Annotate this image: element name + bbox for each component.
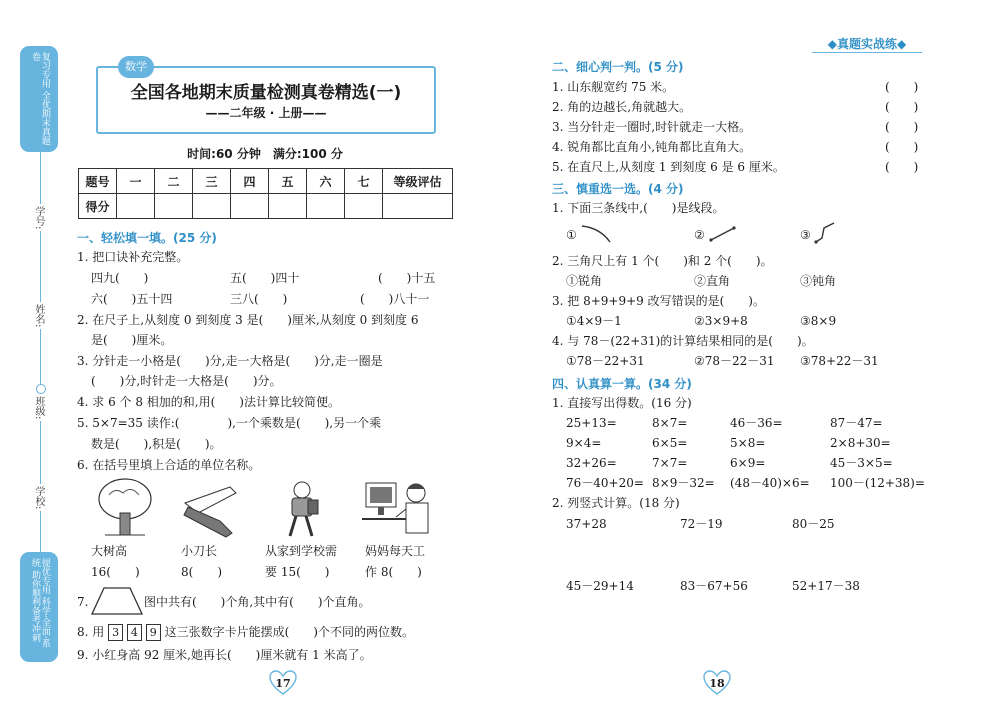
tree-picture (95, 477, 155, 539)
calc-item[interactable]: 45－3×5= (830, 456, 893, 470)
judge-answer-blank[interactable]: ( ) (885, 80, 919, 94)
broken-line-figure (814, 220, 838, 246)
question-text: 3. 把 8+9+9+9 改写错误的是( )。 (552, 294, 765, 308)
calc-item[interactable]: 7×7= (652, 456, 688, 470)
question-text: 4. 与 78－(22+31)的计算结果相同的是( )。 (552, 334, 814, 348)
binding-sidebar (14, 44, 62, 664)
question-text: 是( )厘米。 (91, 333, 173, 347)
calc-item[interactable]: (48－40)×6= (730, 476, 810, 490)
vertical-calc-item[interactable]: 80－25 (792, 517, 835, 531)
grade-subtitle: ——二年级 · 上册—— (205, 106, 327, 120)
vertical-calc-item[interactable]: 72－19 (680, 517, 723, 531)
vertical-calc-item[interactable]: 37+28 (566, 517, 607, 531)
question-text: 1. 下面三条线中,( )是线段。 (552, 201, 725, 215)
question-text: ( )八十一 (360, 292, 430, 306)
section-banner: ◆真题实战练◆ (812, 35, 922, 53)
score-input[interactable] (231, 194, 269, 219)
answer-blank[interactable]: 16( ) (91, 565, 140, 579)
option-label[interactable]: ②直角 (694, 274, 731, 288)
judge-answer-blank[interactable]: ( ) (885, 120, 919, 134)
answer-blank[interactable]: 作 8( ) (365, 565, 422, 579)
table-cell: 一 (117, 169, 155, 194)
page-number: 17 (275, 677, 291, 690)
question-text: 三八( ) (230, 292, 288, 306)
question-text: 四九( ) (91, 271, 149, 285)
calc-item[interactable]: 5×8= (730, 436, 766, 450)
number-card: 4 (127, 624, 142, 641)
calc-item[interactable]: 32+26= (566, 456, 617, 470)
student-id-field[interactable]: 学号: (33, 206, 44, 230)
question-text: 3. 分针走一小格是( )分,走一大格是( )分,走一圈是 (77, 354, 383, 368)
table-cell: 五 (269, 169, 307, 194)
calc-item[interactable]: 8×7= (652, 416, 688, 430)
section-heading: 四、认真算一算。(34 分) (552, 377, 692, 391)
question-text: 2. 列竖式计算。(18 分) (552, 496, 680, 510)
answer-blank[interactable]: 要 15( ) (265, 565, 330, 579)
calc-item[interactable]: 8×9－32= (652, 476, 715, 490)
subject-tag: 数学 (118, 56, 154, 78)
table-cell: 二 (155, 169, 193, 194)
picture-caption: 从家到学校需 (265, 544, 338, 558)
calc-item[interactable]: 9×4= (566, 436, 602, 450)
vertical-calc-item[interactable]: 52+17－38 (792, 579, 860, 593)
calc-item[interactable]: 46－36= (730, 416, 783, 430)
score-input[interactable] (269, 194, 307, 219)
table-cell: 得分 (79, 194, 117, 219)
question-text-suffix: 这三张数字卡片能摆成( )个不同的两位数。 (164, 625, 414, 639)
calc-item[interactable]: 100－(12+38)= (830, 476, 925, 490)
option-label[interactable]: ③78+22－31 (800, 354, 879, 368)
question-text: 4. 求 6 个 8 相加的和,用( )法计算比较简便。 (77, 395, 340, 409)
question-text (77, 622, 414, 642)
vertical-calc-item[interactable]: 45－29+14 (566, 579, 634, 593)
question-text: 5. 在直尺上,从刻度 1 到刻度 6 是 6 厘米。 (552, 160, 785, 174)
question-text: 五( )四十 (230, 271, 300, 285)
judge-answer-blank[interactable]: ( ) (885, 160, 919, 174)
option-label[interactable]: ①锐角 (566, 274, 603, 288)
judge-answer-blank[interactable]: ( ) (885, 140, 919, 154)
line-segment-figure (708, 224, 738, 244)
option-label[interactable]: ① (566, 228, 577, 242)
score-input[interactable] (193, 194, 231, 219)
judge-answer-blank[interactable]: ( ) (885, 100, 919, 114)
calc-item[interactable]: 6×5= (652, 436, 688, 450)
option-label[interactable]: ② (694, 228, 705, 242)
option-label[interactable]: ③8×9 (800, 314, 837, 328)
question-text-prefix: 8. 用 (77, 625, 105, 639)
score-table (78, 168, 453, 219)
name-field[interactable]: 姓名: (33, 304, 44, 328)
table-cell: 三 (193, 169, 231, 194)
question-text: 9. 小红身高 92 厘米,她再长( )厘米就有 1 米高了。 (77, 648, 372, 662)
score-input[interactable] (345, 194, 383, 219)
page-number: 18 (709, 677, 725, 690)
question-text: 数是( ),积是( )。 (91, 437, 222, 451)
table-cell: 题号 (79, 169, 117, 194)
section-heading: 一、轻松填一填。(25 分) (77, 231, 217, 245)
calc-item[interactable]: 87－47= (830, 416, 883, 430)
option-label[interactable]: ③ (800, 228, 811, 242)
number-card: 9 (146, 624, 161, 641)
option-label[interactable]: ①78－22+31 (566, 354, 645, 368)
question-text: 1. 直接写出得数。(16 分) (552, 396, 692, 410)
calc-item[interactable]: 25+13= (566, 416, 617, 430)
calc-item[interactable]: 76－40+20= (566, 476, 644, 490)
answer-blank[interactable]: 8( ) (181, 565, 222, 579)
section-heading: 二、细心判一判。(5 分) (552, 60, 684, 74)
question-text: 六( )五十四 (91, 292, 173, 306)
student-walking-picture (278, 480, 328, 540)
option-label[interactable]: ①4×9－1 (566, 314, 622, 328)
trapezoid-figure (90, 586, 144, 616)
question-text: 2. 在尺子上,从刻度 0 到刻度 3 是( )厘米,从刻度 0 到刻度 6 (77, 313, 419, 327)
section-heading: 三、慎重选一选。(4 分) (552, 182, 684, 196)
sidebar-bottom-tab: 提优专用 科学·全面·系统 助你顺利备考冲刺 (20, 552, 58, 662)
school-field[interactable]: 学校: (33, 486, 44, 510)
calc-item[interactable]: 6×9= (730, 456, 766, 470)
knife-picture (180, 483, 240, 539)
option-label[interactable]: ②3×9+8 (694, 314, 748, 328)
question-text: 2. 三角尺上有 1 个( )和 2 个( )。 (552, 254, 773, 268)
question-text: 图中共有( )个角,其中有( )个直角。 (144, 595, 371, 609)
table-cell: 七 (345, 169, 383, 194)
question-text: ( )十五 (378, 271, 436, 285)
table-row (79, 169, 453, 194)
score-input[interactable] (155, 194, 193, 219)
sidebar-knot (36, 384, 46, 394)
question-number: 7. (77, 595, 89, 609)
class-field[interactable]: 班级: (33, 396, 44, 420)
table-cell: 六 (307, 169, 345, 194)
curve-line-figure (580, 222, 614, 246)
vertical-calc-item[interactable]: 83－67+56 (680, 579, 748, 593)
picture-caption: 大树高 (91, 544, 128, 558)
sidebar-top-tab: 复习专用 全优期末真题卷 (20, 46, 58, 152)
mother-computer-picture (362, 479, 438, 539)
picture-caption: 小刀长 (181, 544, 218, 558)
table-cell: 四 (231, 169, 269, 194)
question-text: 6. 在括号里填上合适的单位名称。 (77, 458, 261, 472)
question-text: 3. 当分针走一圈时,时针就走一大格。 (552, 120, 752, 134)
score-input[interactable] (307, 194, 345, 219)
score-input[interactable] (117, 194, 155, 219)
picture-caption: 妈妈每天工 (365, 544, 426, 558)
page-title: 全国各地期末质量检测真卷精选(一) (130, 83, 402, 103)
question-text: 5. 5×7=35 读作:( ),一个乘数是( ),另一个乘 (77, 416, 382, 430)
question-text: 1. 把口诀补充完整。 (77, 250, 189, 264)
question-text: 4. 锐角都比直角小,钝角都比直角大。 (552, 140, 752, 154)
calc-item[interactable]: 2×8+30= (830, 436, 891, 450)
option-label[interactable]: ②78－22－31 (694, 354, 775, 368)
exam-time-score: 时间:60 分钟 满分:100 分 (187, 147, 343, 161)
question-text: 1. 山东舰宽约 75 米。 (552, 80, 675, 94)
question-text: ( )分,时针走一大格是( )分。 (91, 374, 282, 388)
option-label[interactable]: ③钝角 (800, 274, 837, 288)
table-cell: 等级评估 (383, 169, 453, 194)
table-row (79, 194, 453, 219)
score-input[interactable] (383, 194, 453, 219)
question-text: 2. 角的边越长,角就越大。 (552, 100, 692, 114)
number-card: 3 (108, 624, 123, 641)
